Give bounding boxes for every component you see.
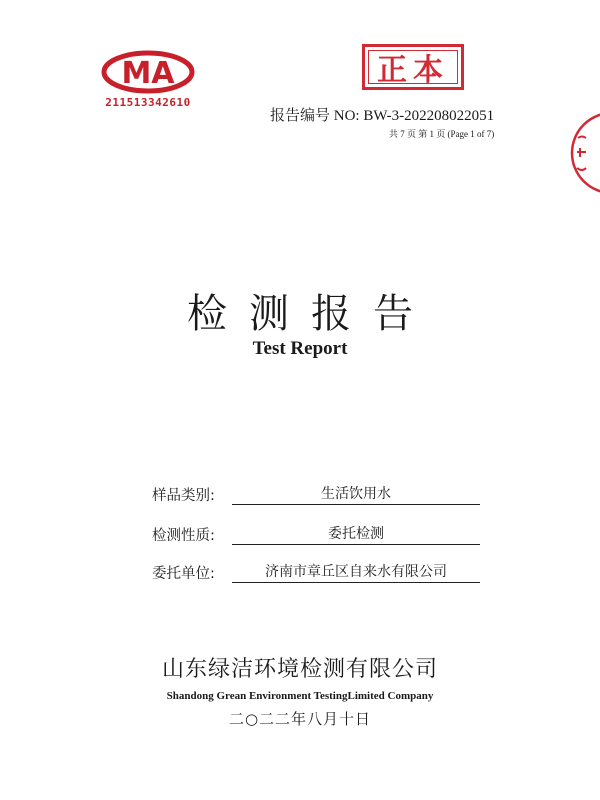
company-name-cn: 山东绿洁环境检测有限公司 [161,657,438,682]
company-name-en: Shandong Grean Environment TestingLimited Company [166,690,434,702]
cma-code: 211513342610 [105,96,191,109]
original-copy-stamp: 正本 [362,44,464,90]
report-number: 报告编号 NO: BW-3-202208022051 [270,108,495,124]
partial-seal-icon [566,108,600,198]
client-value: 济南市章丘区自来水有限公司 [232,561,480,583]
test-type-value: 委托检测 [232,523,480,545]
page-info: 共 7 页 第 1 页 (Page 1 of 7) [389,129,495,139]
test-type-label: 检测性质: [152,528,215,544]
issue-date: 二○二二年八月十日 [228,710,372,728]
report-title-cn: 检测报告 [187,291,435,337]
report-title-en: Test Report [252,338,348,359]
svg-text:MA: MA [121,56,175,91]
sample-category-label: 样品类别: [152,488,215,504]
sample-category-value: 生活饮用水 [232,483,480,505]
client-label: 委托单位: [152,566,215,582]
